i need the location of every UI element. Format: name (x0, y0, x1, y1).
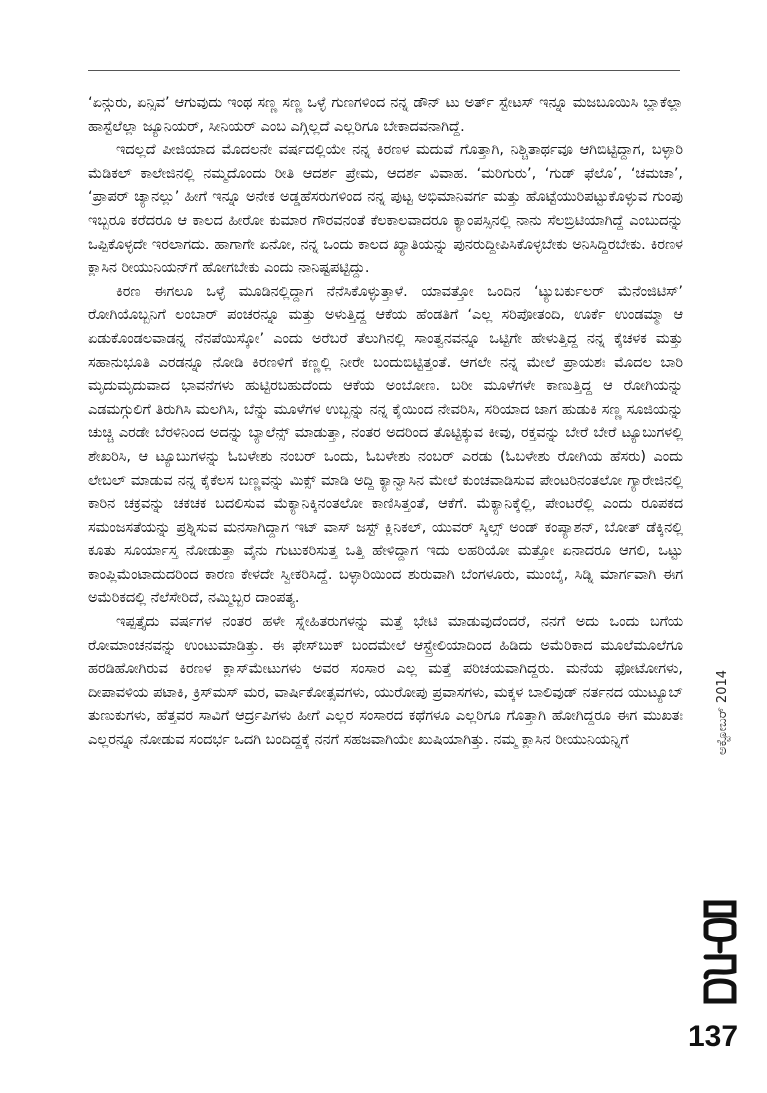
issue-date: ಅಕ್ಟೋಬರ್ 2014 (715, 669, 730, 755)
paragraph: ಇದಲ್ಲದೆ ಪೀಜಿಯಾದ ಮೊದಲನೇ ವರ್ಷದಲ್ಲಿಯೇ ನನ್ನ ಕಿರಣಳ ಮದುವೆ ಗೊತ್ತಾಗಿ, ನಿಶ್ಚಿತಾರ್ಥವೂ ಆಗಿಬಿಟ್ಟಿದ್ದಾಗ, ಬಳ್ಳಾರಿ ಮೆಡಿಕಲ್ ಕಾಲೇಜಿನಲ್ಲಿ ನಮ್ಮದೊಂದು ರೀತಿ ಆದರ್ಶ ಪ್ರೇಮ, ಆದರ್ಶ ವಿವಾಹ. ‘ಮರಿಗುರು’, ‘ಗುಡ್ ಫೆಲೊ’, ‘ಚಮಚಾ’, ‘ಪ್ರಾಪರ್ ಚ್ಯಾನಲ್ಲು’ ಹೀಗೆ ಇನ್ನೂ ಅನೇಕ ಅಡ್ಡಹೆಸರುಗಳಿಂದ ನನ್ನ ಪುಟ್ಟ ಅಭಿಮಾನಿವರ್ಗ ಮತ್ತು ಹೊಟ್ಟೆಯುರಿಪಟ್ಟುಕೊಳ್ಳುವ ಗುಂಪು ಇಬ್ಬರೂ ಕರೆದರೂ ಆ ಕಾಲದ ಹೀರೋ ಕುಮಾರ ಗೌರವನಂತೆ ಕೆಲಕಾಲವಾದರೂ ಕ್ಯಾಂಪಸ್ಸಿನಲ್ಲಿ ನಾನು ಸೆಲಬ್ರಿಟಿಯಾಗಿದ್ದೆ ಎಂಬುದನ್ನು ಒಪ್ಪಿಕೊಳ್ಳದೇ ಇರಲಾಗದು. ಹಾಗಾಗೇ ಏನೋ, ನನ್ನ ಒಂದು ಕಾಲದ ಖ್ಯಾತಿಯನ್ನು ಪುನರುದ್ದೀಪಿಸಿಕೊಳ್ಳಬೇಕು ಅನಿಸಿದ್ದಿರಬೇಕು. ಕಿರಣಳ ಕ್ಲಾಸಿನ ರೀಯುನಿಯನ್‌ಗೆ ಹೋಗಬೇಕು ಎಂದು ನಾನಿಷ್ಟಪಟ್ಟಿದ್ದು. (88, 142, 683, 277)
page-number: 137 (688, 1020, 739, 1053)
magazine-logo (696, 895, 744, 1013)
paragraph: ಕಿರಣ ಈಗಲೂ ಒಳ್ಳೆ ಮೂಡಿನಲ್ಲಿದ್ದಾಗ ನೆನೆಸಿಕೊಳ್ಳುತ್ತಾಳೆ. ಯಾವತ್ತೋ ಒಂದಿನ ‘ಟ್ಯುಬರ್ಕುಲರ್ ಮೆನೆಂಜಿಟಿಸ್’ ರೋಗಿಯೊಬ್ಬನಿಗೆ ಲಂಬಾರ್ ಪಂಚರನ್ನೂ ಮತ್ತು ಅಳುತ್ತಿದ್ದ ಆಕೆಯ ಹೆಂಡತಿಗೆ ‘ಎಲ್ಲ ಸರಿಪೋತಂದಿ, ಊರ್ಕೆ ಉಂಡಮ್ಮಾ ಆ ಏಡುಕೊಂಡಲವಾಡನ್ನ ನೆನಪೆಯಿಸ್ಕೋ’ ಎಂದು ಅರೆಬರೆ ತೆಲುಗಿನಲ್ಲಿ ಸಾಂತ್ವನವನ್ನೂ ಒಟ್ಟಿಗೇ ಹೇಳುತ್ತಿದ್ದ ನನ್ನ ಕೈಚಳಕ ಮತ್ತು ಸಹಾನುಭೂತಿ ಎರಡನ್ನೂ ನೋಡಿ ಕಿರಣಳಿಗೆ ಕಣ್ಣಲ್ಲಿ ನೀರೇ ಬಂದುಬಿಟ್ಟಿತ್ತಂತೆ. ಆಗಲೇ ನನ್ನ ಮೇಲೆ ಪ್ರಾಯಶಃ ಮೊದಲ ಬಾರಿ ಮೃದುಮೃದುವಾದ ಭಾವನೆಗಳು ಹುಟ್ಟಿರಬಹುದೆಂದು ಆಕೆಯ ಅಂಬೋಣ. ಬರೀ ಮೂಳೆಗಳೇ ಕಾಣುತ್ತಿದ್ದ ಆ ರೋಗಿಯನ್ನು ಎಡಮಗ್ಗುಲಿಗೆ ತಿರುಗಿಸಿ ಮಲಗಿಸಿ, ಬೆನ್ನು ಮೂಳೆಗಳ ಉಬ್ಬನ್ನು ನನ್ನ ಕೈಯಿಂದ ನೇವರಿಸಿ, ಸರಿಯಾದ ಜಾಗ ಹುಡುಕಿ ಸಣ್ಣ ಸೂಜಿಯನ್ನು ಚುಚ್ಚಿ ಎರಡೇ ಬೆರಳಿನಿಂದ ಅದನ್ನು ಬ್ಯಾಲೆನ್ಸ್ ಮಾಡುತ್ತಾ, ನಂತರ ಅದರಿಂದ ತೊಟ್ಟಿಕ್ಕುವ ಕೀವು, ರಕ್ತವನ್ನು ಬೇರೆ ಬೇರೆ ಟ್ಯೂಬುಗಳಲ್ಲಿ ಶೇಖರಿಸಿ, ಆ ಟ್ಯೂಬುಗಳನ್ನು ಓಬಳೇಶು ನಂಬರ್ ಒಂದು, ಓಬಳೇಶು ನಂಬರ್ ಎರಡು (ಓಬಳೇಶು ರೋಗಿಯ ಹೆಸರು) ಎಂದು ಲೇಬಲ್ ಮಾಡುವ ನನ್ನ ಕೈಕೆಲಸ ಬಣ್ಣವನ್ನು ಮಿಕ್ಸ್ ಮಾಡಿ ಅದ್ದಿ ಕ್ಯಾನ್ವಾಸಿನ ಮೇಲೆ ಕುಂಚವಾಡಿಸುವ ಪೇಂಟರಿನಂತಲೋ ಗ್ಯಾರೇಜಿನಲ್ಲಿ ಕಾರಿನ ಚಕ್ರವನ್ನು ಚಕಚಕ ಬದಲಿಸುವ ಮೆಕ್ಯಾನಿಕ್ಕಿನಂತಲೋ ಕಾಣಿಸಿತ್ತಂತೆ, ಆಕೆಗೆ. ಮೆಕ್ಯಾನಿಕ್ಕೆಲ್ಲಿ, ಪೇಂಟರೆಲ್ಲಿ ಎಂದು ರೂಪಕದ ಸಮಂಜಸತೆಯನ್ನು ಪ್ರಶ್ನಿಸುವ ಮನಸಾಗಿದ್ದಾಗ ಇಟ್ ವಾಸ್ ಜಸ್ಟ್ ಕ್ಲಿನಿಕಲ್, ಯುವರ್ ಸ್ಕಿಲ್ಸ್ ಅಂಡ್ ಕಂಪ್ಯಾಶನ್, ಬೋತ್ ಡೆಕ್ಕಿನಲ್ಲಿ ಕೂತು ಸೂರ್ಯಾಸ್ತ ನೋಡುತ್ತಾ ವೈನು ಗುಟುಕರಿಸುತ್ತ ಒತ್ತಿ ಹೇಳಿದ್ದಾಗ ಇದು ಲಹರಿಯೋ ಮತ್ತೋ ಏನಾದರೂ ಆಗಲಿ, ಒಟ್ಟು ಕಾಂಪ್ಲಿಮೆಂಟಾದುದರಿಂದ ಕಾರಣ ಕೇಳದೇ ಸ್ವೀಕರಿಸಿದ್ದೆ. ಬಳ್ಳಾರಿಯಿಂದ ಶುರುವಾಗಿ ಬೆಂಗಳೂರು, ಮುಂಬೈ, ಸಿಡ್ನಿ ಮಾರ್ಗವಾಗಿ ಈಗ ಅಮೆರಿಕದಲ್ಲಿ ನೆಲೆಸೇರಿದೆ, ನಮ್ಮಿಬ್ಬರ ದಾಂಪತ್ಯ. (88, 283, 683, 607)
article-body (88, 92, 683, 753)
paragraph: ‘ಏನ್ಗುರು, ಏನ್ಸಿವ’ ಆಗುವುದು ಇಂಥ ಸಣ್ಣ ಸಣ್ಣ ಒಳ್ಳೆ ಗುಣಗಳಿಂದ ನನ್ನ ಡೌನ್ ಟು ಅರ್ತ್ ಸ್ಟೇಟಸ್ ಇನ್ನೂ ಮಜಬೂಯಿಸಿ ಬ್ಲಾಕೆಲ್ಲಾ ಹಾಸ್ಟೆಲೆಲ್ಲಾ ಜ್ಯೂನಿಯರ್, ಸೀನಿಯರ್ ಎಂಬ ಎಗ್ಗಿಲ್ಲದೆ ಎಲ್ಲರಿಗೂ ಬೇಕಾದವನಾಗಿದ್ದೆ. (88, 95, 683, 135)
top-rule (88, 70, 680, 71)
paragraph: ಇಪ್ಪತ್ತೈದು ವರ್ಷಗಳ ನಂತರ ಹಳೇ ಸ್ನೇಹಿತರುಗಳನ್ನು ಮತ್ತೆ ಭೇಟಿ ಮಾಡುವುದೆಂದರೆ, ನನಗೆ ಅದು ಒಂದು ಬಗೆಯ ರೋಮಾಂಚನವನ್ನು ಉಂಟುಮಾಡಿತ್ತು. ಈ ಫೇಸ್‌ಬುಕ್ ಬಂದಮೇಲೆ ಆಸ್ಟ್ರೇಲಿಯಾದಿಂದ ಹಿಡಿದು ಅಮೆರಿಕಾದ ಮೂಲೆಮೂಲೆಗೂ ಹರಡಿಹೋಗಿರುವ ಕಿರಣಳ ಕ್ಲಾಸ್‌ಮೇಟುಗಳು ಅವರ ಸಂಸಾರ ಎಲ್ಲ ಮತ್ತೆ ಪರಿಚಯವಾಗಿದ್ದರು. ಮನೆಯ ಫೋಟೋಗಳು, ದೀಪಾವಳಿಯ ಪಟಾಕಿ, ಕ್ರಿಸ್‌ಮಸ್ ಮರ, ವಾರ್ಷಿಕೋತ್ಸವಗಳು, ಯುರೋಪು ಪ್ರವಾಸಗಳು, ಮಕ್ಕಳ ಬಾಲಿವುಡ್ ನರ್ತನದ ಯುಟ್ಯೂಬ್ ತುಣುಕುಗಳು, ಹೆತ್ತವರ ಸಾವಿಗೆ ಆರ್ದ್ರಪಿಗಳು ಹೀಗೆ ಎಲ್ಲರ ಸಂಸಾರದ ಕಥೆಗಳೂ ಎಲ್ಲರಿಗೂ ಗೊತ್ತಾಗಿ ಹೋಗಿದ್ದರೂ ಈಗ ಮುಖತಃ ಎಲ್ಲರನ್ನೂ ನೋಡುವ ಸಂದರ್ಭ ಒದಗಿ ಬಂದಿದ್ದಕ್ಕೆ ನನಗೆ ಸಹಜವಾಗಿಯೇ ಖುಷಿಯಾಗಿತ್ತು. ನಮ್ಮ ಕ್ಲಾಸಿನ ರೀಯುನಿಯನ್ನಿಗೆ (88, 614, 683, 749)
